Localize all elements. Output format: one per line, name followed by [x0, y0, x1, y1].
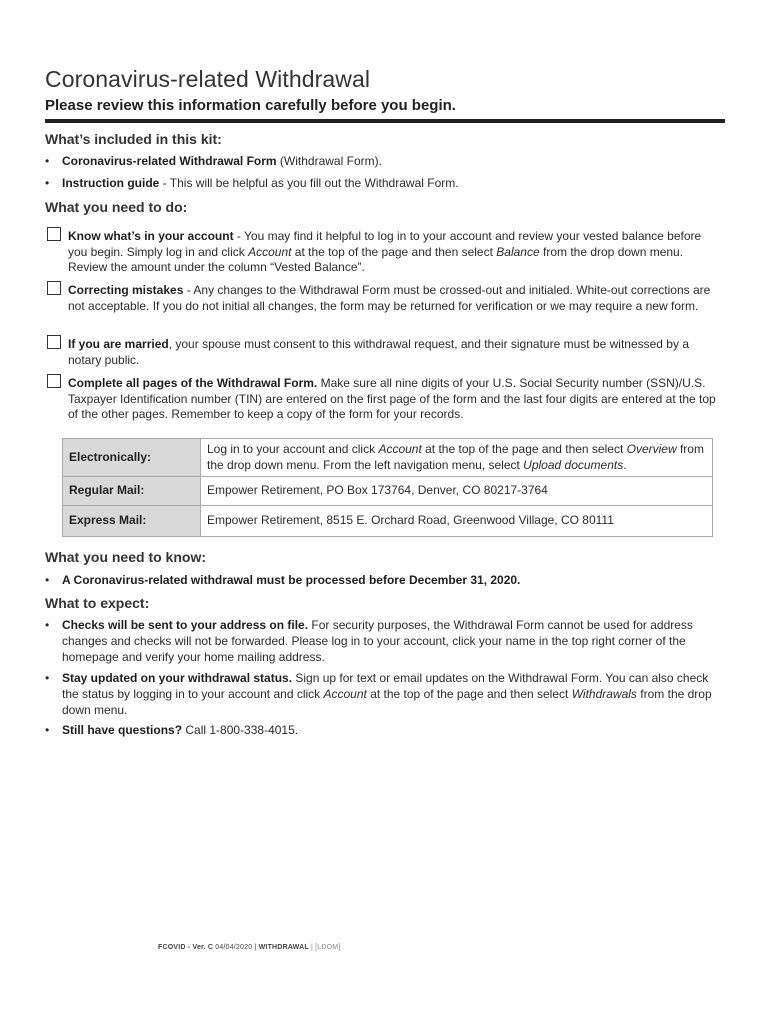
- expect-item: [45, 670, 725, 718]
- item-text: - This will be helpful as you fill out the Withdrawal Form.: [159, 176, 459, 190]
- item-emphasis: Account: [323, 687, 367, 701]
- item-text: Sign up for text or email updates on the Withdrawal Form. You can also check the status by logging in to your account and click: [62, 671, 709, 701]
- bullet-icon: •: [45, 176, 50, 190]
- todo-checklist-item: [45, 229, 725, 276]
- bullet-icon: •: [45, 154, 50, 168]
- know-item: [45, 572, 725, 588]
- item-emphasis: Account: [248, 244, 292, 259]
- item-text: - Any changes to the Withdrawal Form must be crossed-out and initialed. White-out corrections are not acceptable. If you do not initial all changes, the form may be returned for verification or we may require a new form.: [68, 283, 711, 313]
- cell-emphasis: Upload documents: [523, 457, 624, 472]
- included-heading: What’s included in this kit:: [45, 131, 222, 147]
- bullet-icon: •: [45, 618, 50, 632]
- footer-tag: | [LDOM]: [308, 944, 341, 951]
- item-emphasis: Balance: [496, 244, 540, 259]
- checkbox[interactable]: [47, 335, 61, 349]
- expect-heading: What to expect:: [45, 595, 150, 611]
- item-title: Coronavirus-related Withdrawal Form: [62, 154, 277, 168]
- item-text: Make sure all nine digits of your U.S. Social Security number (SSN)/U.S. Taxpayer Identification number (TIN) are entered on the first page of the form and the last four digits are entered at the top of the other pages. Remember to keep a copy of the form for your records.: [68, 376, 716, 421]
- form-footer-code: [158, 944, 340, 951]
- table-row: [63, 477, 713, 506]
- header-divider: [45, 119, 725, 123]
- item-emphasis: Withdrawals: [571, 687, 637, 701]
- item-title: Complete all pages of the Withdrawal Form.: [68, 376, 318, 390]
- cell-emphasis: Account: [378, 442, 422, 456]
- item-text: Call 1-800-338-4015.: [182, 723, 299, 737]
- table-value: Empower Retirement, PO Box 173764, Denver, CO 80217-3764: [201, 477, 713, 506]
- item-text: (Withdrawal Form).: [276, 154, 382, 168]
- table-label: Express Mail:: [63, 506, 201, 537]
- item-title: Still have questions?: [62, 723, 183, 737]
- page-title: Coronavirus-related Withdrawal: [45, 66, 371, 92]
- item-title: Correcting mistakes: [68, 283, 184, 297]
- item-title: Instruction guide: [62, 176, 160, 190]
- know-heading: What you need to know:: [45, 549, 206, 565]
- item-text: , your spouse must consent to this withdrawal request, and their signature must be witnessed by a notary public.: [68, 337, 689, 367]
- bullet-icon: •: [45, 573, 50, 587]
- checkbox[interactable]: [47, 227, 61, 241]
- included-item: [45, 153, 725, 169]
- item-text: - You may find it helpful to log in to your account and review your vested balance before you begin. Simply log in and click: [68, 229, 702, 259]
- table-label: Regular Mail:: [63, 477, 201, 506]
- table-value: Empower Retirement, 8515 E. Orchard Road, Greenwood Village, CO 80111: [201, 506, 713, 537]
- item-title: Checks will be sent to your address on file.: [62, 618, 309, 632]
- todo-checklist-item: [45, 337, 725, 368]
- included-item: [45, 175, 725, 191]
- checkbox[interactable]: [47, 374, 61, 388]
- checkbox[interactable]: [47, 281, 61, 295]
- page-subtitle: Please review this information carefully before you begin.: [45, 97, 456, 114]
- item-text: from the drop down menu. Review the amount under the column “Vested Balance”.: [68, 244, 684, 274]
- item-text: For security purposes, the Withdrawal Form cannot be used for address changes and checks will not be forwarded. Please log in to your account, click your name in the top right corner of the homepage and verify your home mailing address.: [62, 618, 693, 664]
- submission-methods-table: [62, 438, 713, 537]
- bullet-icon: •: [45, 671, 50, 685]
- table-row: [63, 506, 713, 537]
- bullet-icon: •: [45, 723, 50, 737]
- cell-text: at the top of the page and then select: [421, 442, 627, 456]
- expect-item: [45, 617, 725, 665]
- cell-emphasis: Overview: [626, 442, 677, 456]
- item-title: If you are married: [68, 337, 169, 351]
- cell-text: from the drop down menu. From the left navigation menu, select: [207, 442, 704, 472]
- todo-heading: What you need to do:: [45, 199, 188, 215]
- item-title: A Coronavirus-related withdrawal must be processed before December 31, 2020.: [62, 573, 521, 587]
- expect-item: [45, 722, 725, 738]
- item-text: at the top of the page and then select: [291, 244, 497, 259]
- footer-type: WITHDRAWAL: [258, 944, 309, 951]
- footer-date: 04/04/2020 |: [213, 944, 259, 951]
- todo-checklist-item: [45, 376, 725, 423]
- table-label: Electronically:: [63, 439, 201, 477]
- table-value: [201, 439, 713, 477]
- item-text: at the top of the page and then select: [366, 687, 572, 701]
- todo-checklist-item: [45, 283, 725, 314]
- cell-text: Log in to your account and click: [207, 442, 379, 456]
- table-row: [63, 439, 713, 477]
- footer-form-id: FCOVID - Ver. C: [158, 944, 214, 951]
- cell-text: .: [623, 457, 627, 472]
- item-title: Stay updated on your withdrawal status.: [62, 671, 293, 685]
- item-title: Know what’s in your account: [68, 229, 234, 243]
- item-text: from the drop down menu.: [62, 687, 712, 717]
